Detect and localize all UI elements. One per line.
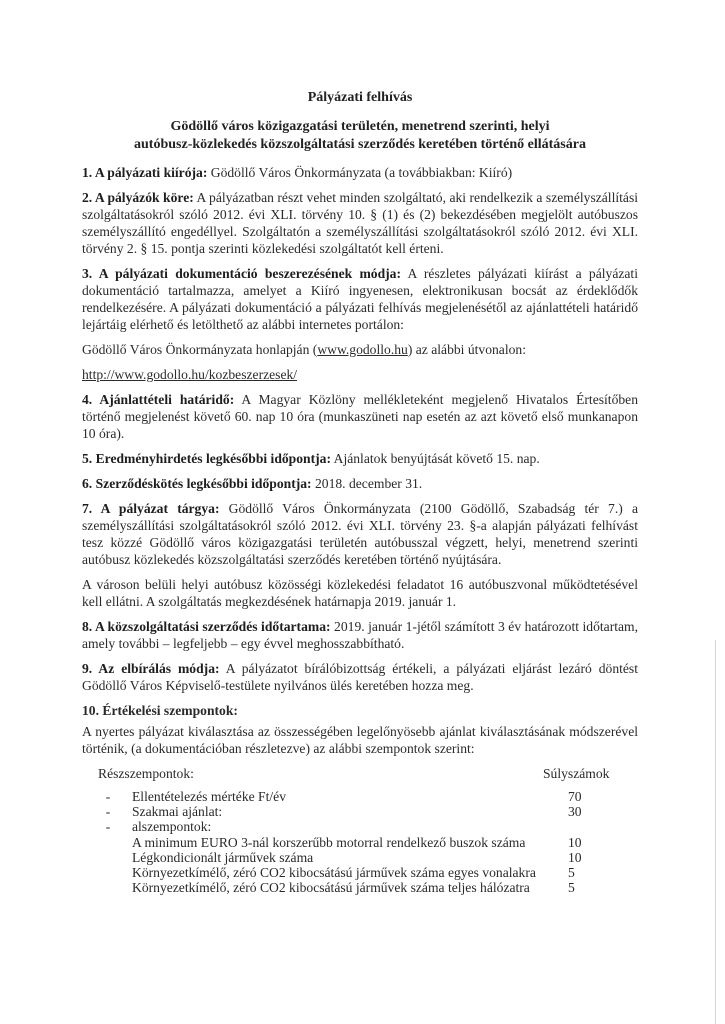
criteria-label: Ellentételezés mértéke Ft/év [132, 789, 286, 804]
section-10 [82, 702, 638, 719]
section-7-extra: A városon belüli helyi autóbusz közösségi közlekedési feladatot 16 autóbuszvonal működtetésével kell ellátni. A szolgáltatás megkezdésének határnapja 2019. január 1. [82, 577, 638, 609]
kozbeszerzesek-link[interactable]: http://www.godollo.hu/kozbeszerzesek/ [82, 367, 298, 382]
section-6 [82, 475, 638, 492]
bullet-dash: - [105, 819, 111, 835]
section-4-text: A Magyar Közlöny mellékleteként megjelenő Hivatalos Értesítőben történő megjelenést követő 60. nap 10 óra (munkaszüneti nap esetén az azt követő első munkanapon 10 óra). [82, 392, 638, 441]
criteria-row [84, 850, 638, 865]
section-7-text: Gödöllő Város Önkormányzata (2100 Gödöllő, Szabadság tér 7.) a személyszállítási szolgáltatásokról szóló 2012. évi XLI. törvény 23. §-a alapján pályázati felhívást tesz közzé Gödöllő város közigazgatási területén autóbusszal végzett, helyi, menetrend szerinti autóbusz közlekedés közszolgáltatási szerződés keretében történő nyújtására. [82, 501, 638, 567]
criteria-label: Szakmai ajánlat: [132, 804, 223, 820]
homepage-link[interactable]: www.godollo.hu [317, 342, 408, 357]
section-9-heading: 9. Az elbírálás módja: [82, 661, 220, 676]
criteria-col-label: Részszempontok: [98, 766, 194, 781]
bullet-dash [84, 850, 132, 865]
section-4-heading: 4. Ajánlattételi határidő: [82, 392, 235, 407]
document-subtitle [82, 118, 638, 154]
section-7 [82, 500, 638, 568]
section-6-text: 2018. december 31. [311, 476, 423, 491]
criteria-header [98, 765, 638, 782]
section-5 [82, 450, 638, 467]
section-9 [82, 660, 638, 694]
section-7-heading: 7. A pályázat tárgya: [82, 501, 220, 516]
section-10-heading: 10. Értékelési szempontok: [82, 703, 238, 718]
section-10-text: A nyertes pályázat kiválasztása az összességében legelőnyösebb ajánlat kiválasztásának módszerével történik, (a dokumentációban részletezve) az alábbi szempontok szerint: [82, 724, 638, 756]
criteria-weight: 30 [568, 804, 582, 820]
criteria-row [84, 835, 638, 850]
homepage-suffix: ) az alábbi útvonalon: [407, 342, 526, 357]
criteria-row [84, 789, 638, 804]
section-9-text: A pályázatot bírálóbizottság értékeli, a pályázati eljárást lezáró döntést Gödöllő Város Képviselő-testülete nyilvános ülés keretében hozza meg. [82, 661, 638, 693]
criteria-row [84, 804, 638, 819]
criteria-list [84, 789, 638, 895]
bullet-dash [84, 880, 132, 895]
section-3 [82, 265, 638, 333]
section-2-heading: 2. A pályázók köre: [82, 190, 194, 205]
scan-edge-line [715, 640, 716, 1024]
section-1 [82, 164, 638, 181]
section-3-heading: 3. A pályázati dokumentáció beszerezésének módja: [82, 266, 401, 281]
section-5-text: Ajánlatok benyújtását követő 15. nap. [330, 451, 540, 466]
section-3-text: A részletes pályázati kiírást a pályázati dokumentáció tartalmazza, amelyet a Kiíró ingyenesen, elektronikusan bocsát az érdeklődők rendelkezésére. A pályázati dokumentáció a pályázati felhívás megjelenésétől az ajánlattételi határidő lejártáig elérhető és letölthető az alábbi internetes portálon: [82, 266, 638, 332]
criteria-weight [568, 819, 638, 834]
section-4 [82, 391, 638, 442]
document-title: Pályázati felhívás [307, 90, 413, 105]
homepage-prefix: Gödöllő Város Önkormányzata honlapján ( [82, 342, 318, 357]
bullet-dash [84, 865, 132, 880]
section-1-heading: 1. A pályázati kiírója: [82, 165, 208, 180]
section-6-heading: 6. Szerződéskötés legkésőbbi időpontja: [82, 476, 312, 491]
criteria-row [84, 865, 638, 880]
section-8-heading: 8. A közszolgáltatási szerződés időtartama: [82, 619, 331, 634]
homepage-line [82, 341, 638, 358]
criteria-weight: 5 [568, 865, 575, 881]
criteria-label: A minimum EURO 3-nál korszerűbb motorral rendelkező buszok száma [132, 834, 526, 850]
criteria-label: Környezetkímélő, zéró CO2 kibocsátású járművek száma egyes vonalakra [132, 865, 536, 881]
criteria-col-weight: Súlyszámok [543, 766, 610, 781]
bullet-dash: - [105, 789, 111, 804]
section-2-text: A pályázatban részt vehet minden szolgáltató, aki rendelkezik a személyszállítási szolgáltatásokról szóló 2012. évi XLI. törvény 10. § (1) és (2) bekezdésében megjelölt autóbuszos személyszállító engedéllyel. Szolgáltatón a személyszállítási szolgáltatásokról szóló 2012. évi XLI. törvény 2. § 15. pontja szerinti közlekedési szolgáltatót kell érteni. [82, 190, 639, 256]
criteria-weight: 10 [568, 849, 582, 865]
section-2 [82, 189, 638, 257]
criteria-weight: 5 [568, 880, 575, 896]
criteria-row [84, 880, 638, 895]
bullet-dash [84, 835, 132, 850]
criteria-row [84, 819, 638, 834]
section-5-heading: 5. Eredményhirdetés legkésőbbi időpontja: [82, 451, 331, 466]
section-1-text: Gödöllő Város Önkormányzata (a továbbiakban: Kiíró) [207, 165, 513, 180]
path-line [82, 366, 638, 383]
criteria-label: alszempontok: [132, 819, 212, 835]
criteria-label: Légkondicionált járművek száma [132, 849, 314, 865]
subtitle-line-2: autóbusz-közlekedés közszolgáltatási szerződés keretében történő ellátására [134, 137, 586, 152]
criteria-weight: 70 [568, 789, 582, 804]
section-8 [82, 618, 638, 652]
criteria-weight: 10 [568, 834, 582, 850]
document-body [82, 89, 638, 895]
section-8-text: 2019. január 1-jétől számított 3 év határozott időtartam, amely további – legfeljebb – egy évvel meghosszabbítható. [82, 619, 639, 651]
subtitle-line-1: Gödöllő város közigazgatási területén, menetrend szerinti, helyi [170, 119, 550, 134]
bullet-dash: - [105, 804, 111, 820]
criteria-label: Környezetkímélő, zéró CO2 kibocsátású járművek száma teljes hálózatra [132, 880, 530, 896]
